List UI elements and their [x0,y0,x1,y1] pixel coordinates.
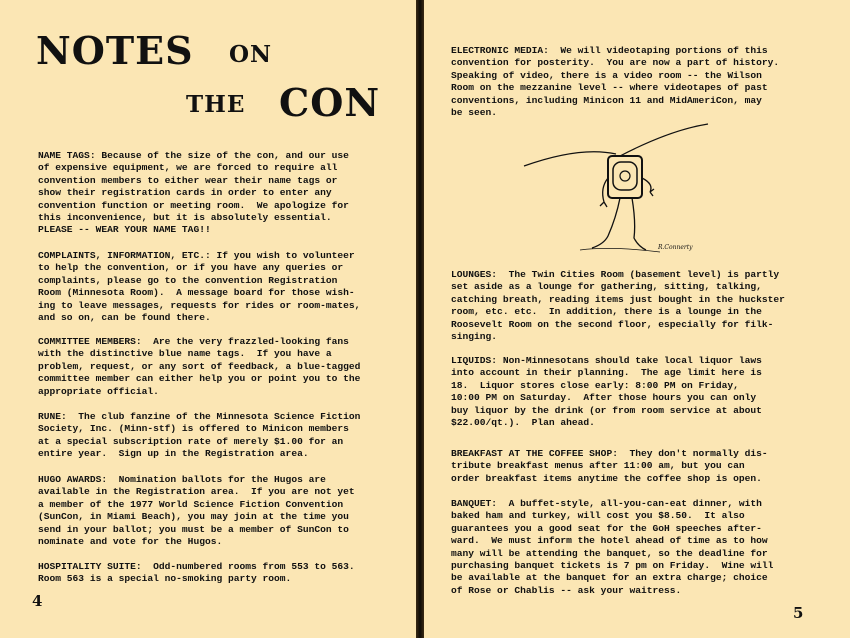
committee-paragraph: COMMITTEE MEMBERS: Are the very frazzled-looking fans with the distinctive blue name tags. If you have a problem, request, or any sort of feedback, a blue-tagged committee member can either help you or point you to the appropriate official. [38,336,361,397]
title-the: THE [186,91,246,118]
page-number-left: 4 [32,592,43,610]
title-on: ON [229,41,273,68]
hugo-paragraph: HUGO AWARDS: Nomination ballots for the Hugos are available in the Registration area. If you are not yet a member of the 1977 World Science Fiction Convention (SunCon, in Miami Beach), you may join at the time you send in your ballot; you must be a member of SunCon to nominate and vote for the Hugos. [38,474,355,548]
title-notes: NOTES [36,28,194,73]
right-arm [642,178,654,196]
antenna-right [620,124,708,156]
breakfast-paragraph: BREAKFAST AT THE COFFEE SHOP: They don't normally dis- tribute breakfast menus after 11:00 am, but you can order breakfast items anytime the coffee shop is open. [451,448,768,484]
name-tags-paragraph: NAME TAGS: Because of the size of the con, and our use of expensive equipment, we are forced to require all convention members to either wear their name tags or show their registration cards in order to enter any convention function or meeting room. We apologize for this inconvenience, but it is absolutely essential. PLEASE -- WEAR YOUR NAME TAG!! [38,150,349,236]
left-arm [600,178,608,207]
lounges-paragraph: LOUNGES: The Twin Cities Room (basement level) is partly set aside as a lounge for gathering, sitting, talking, catching breath, reading items just bought in the huckster room, etc. etc. In addition, there is a lounge in the Roosevelt Room on the second floor, especially for filk- singing. [451,269,785,343]
ground-line [580,248,660,252]
electronic-media-paragraph: ELECTRONIC MEDIA: We will videotaping portions of this convention for posterity. You are now a part of history. Speaking of video, there is a video room -- the Wilson Room on the mezzanine level -- where videotapes of past conventions, including Minicon 11 and MidAmeriCon, may be seen. [451,45,780,119]
antenna-left [524,152,616,166]
right-leg [632,198,646,250]
hospitality-paragraph: HOSPITALITY SUITE: Odd-numbered rooms from 553 to 563. Room 563 is a special no-smoking party room. [38,561,355,585]
page-number-right: 5 [793,604,804,622]
left-page [0,0,416,638]
title-con: CON [279,80,381,125]
banquet-paragraph: BANQUET: A buffet-style, all-you-can-eat dinner, with baked ham and turkey, will cost you $8.50. It also guarantees you a good seat for the GoH speeches after- ward. We must inform the hotel ahead of time as to how many will be attending the banquet, so the deadline for purchasing banquet tickets is 7 pm on Friday. Wine will be available at the banquet for an extra charge; choice of Rose or Chablis -- ask your waitress. [451,498,774,596]
artist-signature: R.Connerty [658,244,693,251]
complaints-paragraph: COMPLAINTS, INFORMATION, ETC.: If you wish to volunteer to help the convention, or if you have any queries or complaints, please go to the convention Registration Room (Minnesota Room). A message board for those wish- ing to leave messages, requests for rides or room-mates, and so on, can be found there. [38,250,361,324]
rune-paragraph: RUNE: The club fanzine of the Minnesota Science Fiction Society, Inc. (Minn-stf) is offered to Minicon members at a special subscription rate of merely $1.00 for an entire year. Sign up in the Registration area. [38,411,361,460]
right-page [424,0,850,638]
book-gutter [416,0,424,638]
liquids-paragraph: LIQUIDS: Non-Minnesotans should take local liquor laws into account in their planning. The age limit here is 18. Liquor stores close early: 8:00 PM on Friday, 10:00 PM on Saturday. After those hours you can only buy liquor by the drink (or from room service at about $22.00/qt.). Plan ahead. [451,355,762,429]
tv-creature-illustration [520,118,710,268]
